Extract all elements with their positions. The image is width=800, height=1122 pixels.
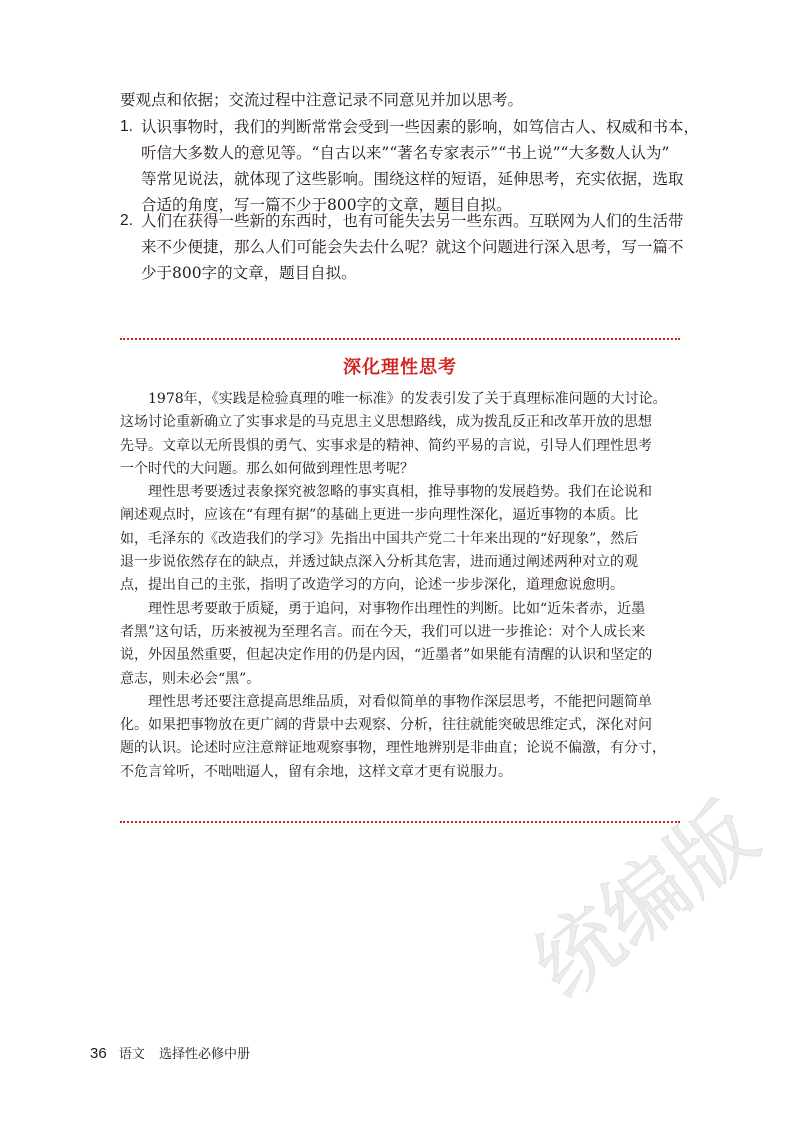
task-line: 听信大多数人的意见等。“自古以来”“著名专家表示”“书上说”“大多数人认为” (141, 144, 670, 162)
task-line: 等常见说法，就体现了这些影响。围绕这样的短语，延伸思考，充实依据，选取 (141, 170, 684, 188)
paragraph-line: 阐述观点时，应该在“有理有据”的基础上更进一步向理性深化，逼近事物的本质。比 (120, 507, 639, 524)
paragraph-line: 题的认识。论述时应注意辩证地观察事物，理性地辨别是非曲直；论说不偏激，有分寸， (120, 740, 666, 757)
task-line: 人们在获得一些新的东西时，也有可能失去另一些东西。互联网为人们的生活带 (141, 212, 684, 230)
task-line: 少于800字的文章，题目自拟。 (141, 264, 357, 282)
volume-title: 选择性必修中册 (158, 1047, 250, 1062)
paragraph-line: 理性思考要透过表象探究被忽略的事实真相，推导事物的发展趋势。我们在论说和 (148, 484, 652, 501)
paragraph-line: 说，外因虽然重要，但起决定作用的仍是内因，“近墨者”如果能有清醒的认识和坚定的 (120, 647, 653, 664)
paragraph-1 (120, 388, 682, 481)
paragraph-2 (120, 481, 682, 597)
paragraph-line: 先导。文章以无所畏惧的勇气、实事求是的精神、简约平易的言说，引导人们理性思考 (120, 437, 652, 454)
edition-watermark (500, 780, 790, 1020)
paragraph-line: 退一步说依然存在的缺点，并透过缺点深入分析其危害，进而通过阐述两种对立的观 (120, 554, 638, 571)
paragraph-line: 意志，则未必会“黑”。 (120, 670, 261, 687)
writing-task-1 (120, 114, 700, 218)
paragraph-line: 这场讨论重新确立了实事求是的马克思主义思想路线，成为拨乱反正和改革开放的思想 (120, 414, 652, 431)
task-line: 认识事物时，我们的判断常常会受到一些因素的影响，如笃信古人、权威和书本， (141, 118, 700, 136)
paragraph-line: 理性思考要敢于质疑，勇于追问，对事物作出理性的判断。比如“近朱者赤，近墨 (148, 600, 646, 617)
paragraph-line: 者黑”这句话，历来被视为至理名言。而在今天，我们可以进一步推论：对个人成长来 (120, 623, 646, 640)
paragraph-3 (120, 598, 682, 691)
section-divider-top (120, 338, 680, 340)
paragraph-4 (120, 691, 682, 784)
section-title: 深化理性思考 (343, 357, 457, 378)
paragraph-line: 化。如果把事物放在更广阔的背景中去观察、分析，往往就能突破思维定式，深化对问 (120, 717, 652, 734)
paragraph-line: 一个时代的大问题。那么如何做到理性思考呢？ (120, 460, 414, 477)
paragraph-line: 如，毛泽东的《改造我们的学习》先指出中国共产党二十年来出现的“好现象”，然后 (120, 530, 639, 547)
watermark-text: 统编版 (516, 784, 776, 1017)
writing-task-2 (120, 208, 684, 286)
task-line: 合适的角度，写一篇不少于800字的文章，题目自拟。 (141, 196, 512, 214)
carryover-line: 要观点和依据；交流过程中注意记录不同意见并加以思考。 (120, 91, 524, 109)
paragraph-line: 点，提出自己的主张，指明了改造学习的方向，论述一步步深化，道理愈说愈明。 (120, 577, 624, 594)
section-divider-bottom (120, 821, 680, 823)
page-footer (90, 1043, 250, 1062)
paragraph-line: 不危言耸听，不咄咄逼人，留有余地，这样文章才更有说服力。 (120, 763, 512, 780)
paragraph-line: 理性思考还要注意提高思维品质，对看似简单的事物作深层思考，不能把问题简单 (148, 693, 652, 710)
paragraph-line: 1978年，《实践是检验真理的唯一标准》的发表引发了关于真理标准问题的大讨论。 (148, 391, 667, 407)
page-number: 36 (90, 1045, 107, 1062)
section-body (120, 388, 682, 784)
task-number: 1. (120, 118, 133, 135)
task-number: 2. (120, 212, 133, 229)
book-title: 语文 (118, 1047, 145, 1062)
task-line: 来不少便捷，那么人们可能会失去什么呢？就这个问题进行深入思考，写一篇不 (141, 238, 684, 256)
